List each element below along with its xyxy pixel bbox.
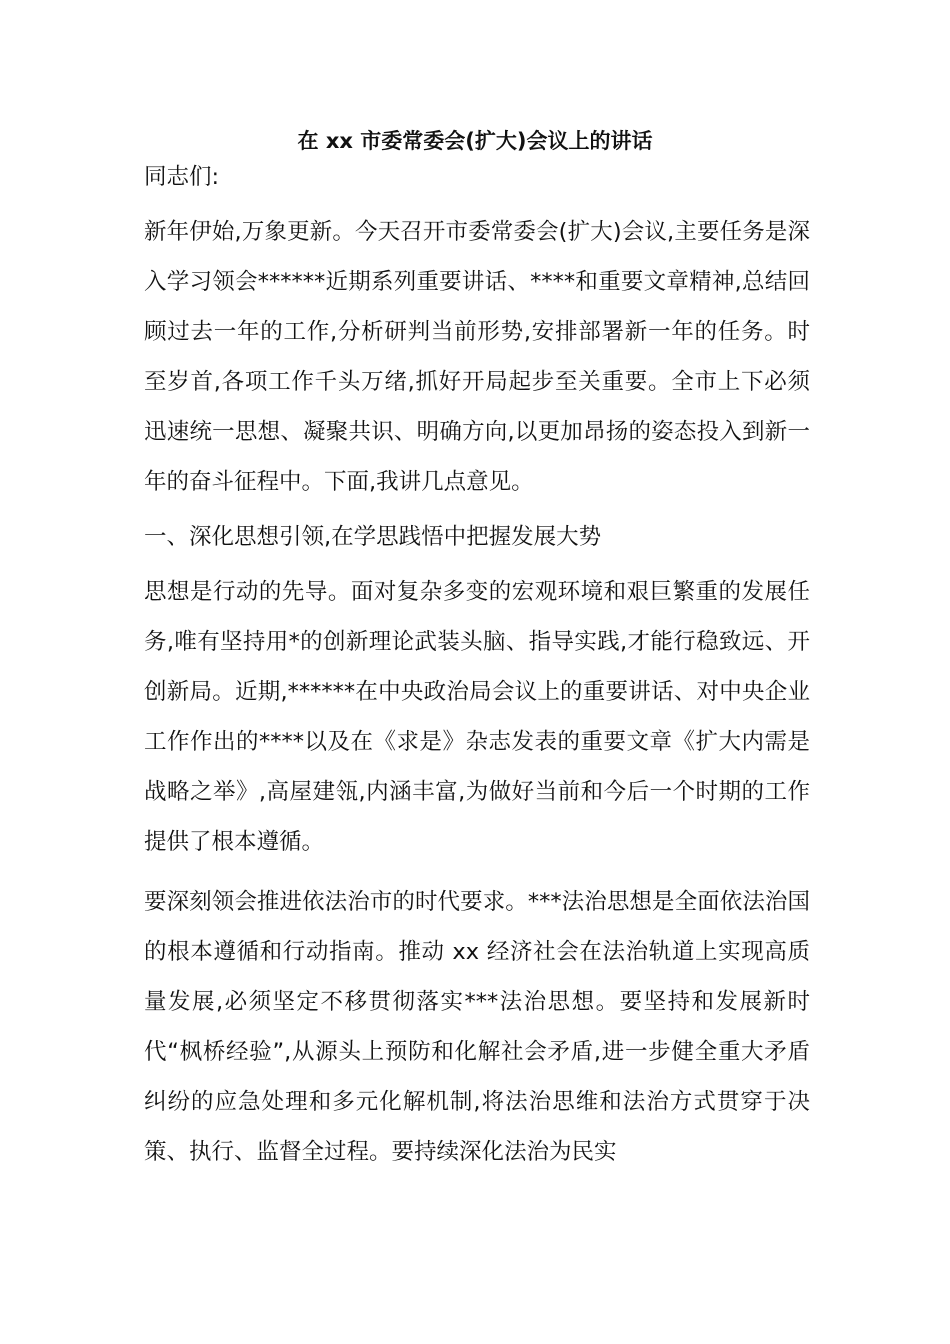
- document-body: [144, 152, 810, 1177]
- greeting: 同志们:: [144, 164, 220, 190]
- section-heading-1: 一、深化思想引领,在学思践悟中把握发展大势: [144, 524, 602, 550]
- document-title: 在 xx 市委常委会(扩大)会议上的讲话: [297, 129, 653, 153]
- paragraph-intro: 新年伊始,万象更新。今天召开市委常委会(扩大)会议,主要任务是深入学习领会******近期系列重要讲话、****和重要文章精神,总结回顾过去一年的工作,分析研判当前形势,安排部署新一年的任务。时至岁首,各项工作千头万绪,抓好开局起步至关重要。全市上下必须迅速统一思想、凝聚共识、明确方向,以更加昂扬的姿态投入到新一年的奋斗征程中。下面,我讲几点意见。: [144, 219, 810, 495]
- paragraph-rule-of-law: 要深刻领会推进依法治市的时代要求。***法治思想是全面依法治国的根本遵循和行动指南。推动 xx 经济社会在法治轨道上实现高质量发展,必须坚定不移贯彻落实***法治思想。要坚持和发展新时代“枫桥经验”,从源头上预防和化解社会矛盾,进一步健全重大矛盾纠纷的应急处理和多元化解机制,将法治思维和法治方式贯穿于决策、执行、监督全过程。要持续深化法治为民实: [144, 889, 810, 1165]
- paragraph-thought: 思想是行动的先导。面对复杂多变的宏观环境和艰巨繁重的发展任务,唯有坚持用*的创新理论武装头脑、指导实践,才能行稳致远、开创新局。近期,******在中央政治局会议上的重要讲话、对中央企业工作作出的****以及在《求是》杂志发表的重要文章《扩大内需是战略之举》,高屋建瓴,内涵丰富,为做好当前和今后一个时期的工作提供了根本遵循。: [144, 579, 810, 855]
